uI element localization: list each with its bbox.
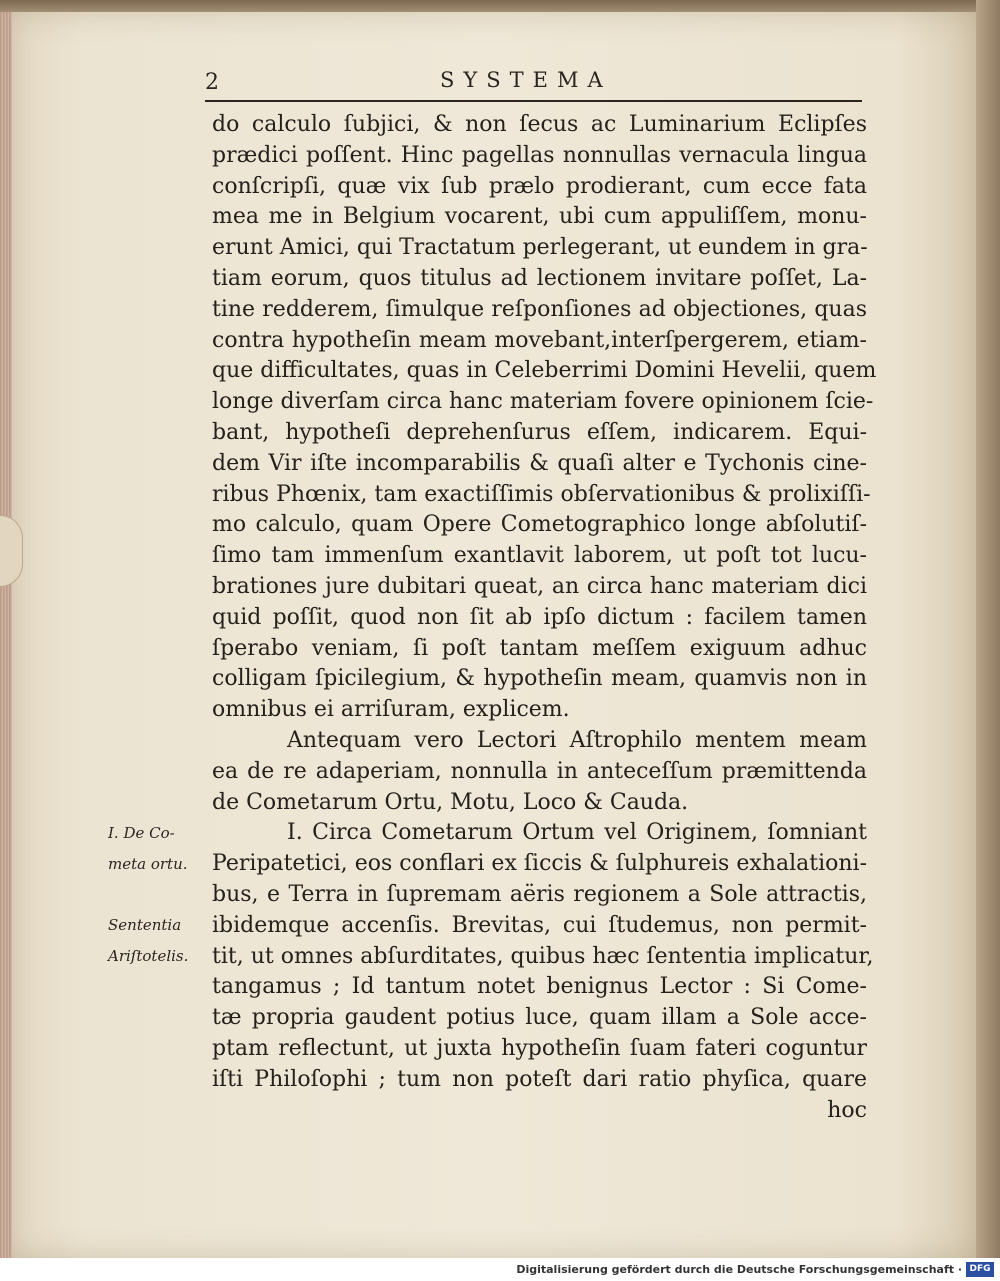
text-line: Antequam vero Lectori Aſtrophilo mentem meam bbox=[287, 727, 867, 753]
margin-note: Sententia bbox=[108, 916, 182, 935]
text-line: omnibus ei arriſuram, explicem. bbox=[212, 697, 570, 723]
text-line: tit, ut omnes abſurditates, quibus hæc ſententia implicatur, bbox=[212, 943, 874, 969]
running-title: SYSTEMA bbox=[440, 68, 612, 92]
text-line: ſperabo veniam, ſi poſt tantam meſſem exiguum adhuc bbox=[212, 635, 867, 661]
page-number: 2 bbox=[205, 70, 219, 95]
digitization-credit: Digitalisierung gefördert durch die Deutsche Forschungsgemeinschaft · bbox=[516, 1263, 962, 1276]
dfg-logo: DFG bbox=[966, 1262, 994, 1277]
text-line: ibidemque accenſis. Brevitas, cui ſtudemus, non permit- bbox=[212, 912, 867, 938]
text-line: colligam ſpicilegium, & hypotheſin meam, quamvis non in bbox=[212, 666, 867, 692]
text-line: iſti Philoſophi ; tum non poteſt dari ratio phyſica, quare bbox=[212, 1066, 867, 1092]
margin-note: Ariſtotelis. bbox=[108, 947, 189, 966]
text-line: prædici poſſent. Hinc pagellas nonnullas vernacula lingua bbox=[212, 142, 867, 168]
text-line: dem Vir iſte incomparabilis & quaſi alter e Tychonis cine- bbox=[212, 450, 867, 476]
page-header bbox=[205, 66, 860, 104]
text-line: ribus Phœnix, tam exactiſſimis obſervationibus & prolixiſſi- bbox=[212, 481, 871, 507]
margin-note: meta ortu. bbox=[108, 854, 188, 873]
text-line: Peripatetici, eos conflari ex ſiccis & ſulphureis exhalationi- bbox=[212, 851, 867, 877]
margin-notes bbox=[108, 818, 208, 972]
text-line: ptam reflectunt, ut juxta hypotheſin ſuam fateri coguntur bbox=[212, 1035, 867, 1061]
text-line: tine redderem, ſimulque reſponſiones ad objectiones, quas bbox=[212, 296, 867, 322]
margin-note: I. De Co- bbox=[108, 824, 175, 842]
text-line: tiam eorum, quos titulus ad lectionem invitare poſſet, La- bbox=[212, 265, 867, 291]
book-edge-right bbox=[976, 0, 1000, 1281]
page-edge-left bbox=[0, 12, 12, 1258]
text-line: mo calculo, quam Opere Cometographico longe abſolutiſ- bbox=[212, 512, 867, 538]
text-line: ea de re adaperiam, nonnulla in anteceſſum præmittenda bbox=[212, 758, 867, 784]
text-line: erunt Amici, qui Tractatum perlegerant, ut eundem in gra- bbox=[212, 235, 868, 261]
text-line: conſcripſi, quæ vix ſub prælo prodierant, cum ecce fata bbox=[212, 173, 867, 199]
text-line: longe diverſam circa hanc materiam fovere opinionem ſcie- bbox=[212, 389, 874, 415]
text-line: tangamus ; Id tantum notet benignus Lector : Si Come- bbox=[212, 974, 867, 1000]
footer-bar bbox=[0, 1258, 1000, 1281]
text-line: bus, e Terra in ſupremam aëris regionem a Sole attractis, bbox=[212, 881, 867, 907]
text-line: I. Circa Cometarum Ortum vel Originem, ſomniant bbox=[287, 820, 867, 846]
text-line: ſimo tam immenſum exantlavit laborem, ut poſt tot lucu- bbox=[212, 543, 867, 569]
text-line: que difficultates, quas in Celeberrimi Domini Hevelii, quem bbox=[212, 358, 877, 384]
margin-note-spacer bbox=[108, 880, 208, 911]
text-line: tæ propria gaudent potius luce, quam illam a Sole acce- bbox=[212, 1005, 867, 1031]
text-line: mea me in Belgium vocarent, ubi cum appuliſſem, monu- bbox=[212, 204, 867, 230]
text-line: quid poſſit, quod non ſit ab ipſo dictum : facilem tamen bbox=[212, 604, 867, 630]
body-text bbox=[212, 110, 877, 1126]
text-line: de Cometarum Ortu, Motu, Loco & Cauda. bbox=[212, 789, 689, 815]
text-line: contra hypotheſin meam movebant,interſpergerem, etiam- bbox=[212, 327, 867, 353]
catchword: hoc bbox=[827, 1097, 867, 1123]
header-rule bbox=[205, 100, 862, 102]
text-line: bant, hypotheſi deprehenſurus eſſem, indicarem. Equi- bbox=[212, 419, 867, 445]
text-line: brationes jure dubitari queat, an circa hanc materiam dici bbox=[212, 573, 867, 599]
text-line: do calculo ſubjici, & non ſecus ac Luminarium Eclipſes bbox=[212, 112, 867, 137]
